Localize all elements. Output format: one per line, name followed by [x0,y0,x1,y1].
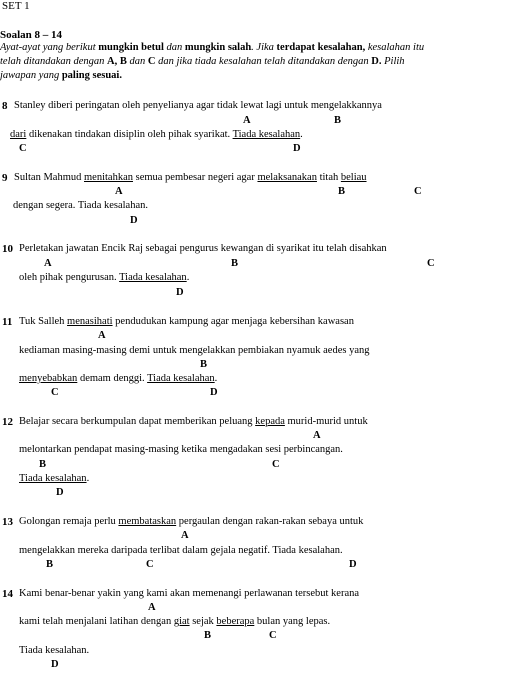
instructions-line-3: jawapan yang paling sesuai. [0,70,122,81]
question-number: 11 [2,316,13,328]
option-b-marker: B [334,115,342,126]
question-12-line-3: Tiada kesalahan. [19,473,90,484]
option-c-marker: C [269,630,277,641]
option-c-marker: C [414,186,422,197]
option-a-marker: A [313,430,321,441]
question-14-line-3: Tiada kesalahan. [19,645,90,656]
question-14-line-2: kami telah menjalani latihan dengan giat sejak beberapa bulan yang lepas. [19,616,331,627]
instructions-line-1: Ayat-ayat yang berikut mungkin betul dan mungkin salah. Jika terdapat kesalahan, kesalahan itu [0,42,425,53]
option-b-marker: B [200,359,208,370]
question-11-line-1: Tuk Salleh menasihati pendudukan kampung agar menjaga kebersihan kawasan [19,316,354,327]
question-number: 9 [2,172,8,184]
option-a-marker: A [148,602,156,613]
question-11-line-3: menyebabkan demam denggi. Tiada kesalahan. [19,373,218,384]
option-d-marker: D [293,143,301,154]
question-10-line-2: oleh pihak pengurusan. Tiada kesalahan. [19,272,190,283]
question-number: 10 [2,243,13,255]
option-a-marker: A [243,115,251,126]
option-b-marker: B [338,186,346,197]
question-number: 8 [2,100,8,112]
option-b-marker: B [204,630,212,641]
option-b-marker: B [231,258,239,269]
question-9-line-2: dengan segera. Tiada kesalahan. [13,200,148,211]
option-a-marker: A [181,530,189,541]
question-11-line-2: kediaman masing-masing demi untuk mengelakkan pembiakan nyamuk aedes yang [19,345,370,356]
question-9-line-1: Sultan Mahmud menitahkan semua pembesar negeri agar melaksanakan titah beliau [14,172,367,183]
option-a-marker: A [115,186,123,197]
option-a-marker: A [44,258,52,269]
option-c-marker: C [272,459,280,470]
option-b-marker: B [39,459,47,470]
option-d-marker: D [210,387,218,398]
instructions-line-2: telah ditandakan dengan A, B dan C dan jika tiada kesalahan telah ditandakan dengan D. Pilih [0,56,405,67]
option-b-marker: B [46,559,54,570]
question-8-line-2: dari dikenakan tindakan disiplin oleh pihak syarikat. Tiada kesalahan. [10,129,303,140]
option-c-marker: C [146,559,154,570]
question-12-line-2: melontarkan pendapat masing-masing ketika mengadakan sesi perbincangan. [19,444,343,455]
option-d-marker: D [349,559,357,570]
question-number: 13 [2,516,13,528]
section-title: Soalan 8 – 14 [0,29,63,41]
option-d-marker: D [176,287,184,298]
question-13-line-1: Golongan remaja perlu membataskan pergaulan dengan rakan-rakan sebaya untuk [19,516,364,527]
question-14-line-1: Kami benar-benar yakin yang kami akan memenangi perlawanan tersebut kerana [19,588,360,599]
option-d-marker: D [130,215,138,226]
question-number: 12 [2,416,13,428]
question-10-line-1: Perletakan jawatan Encik Raj sebagai pengurus kewangan di syarikat itu telah disahkan [19,243,387,254]
option-c-marker: C [19,143,27,154]
question-12-line-1: Belajar secara berkumpulan dapat memberikan peluang kepada murid-murid untuk [19,416,368,427]
option-d-marker: D [56,487,64,498]
option-c-marker: C [427,258,435,269]
question-13-line-2: mengelakkan mereka daripada terlibat dalam gejala negatif. Tiada kesalahan. [19,545,343,556]
question-8-line-1: Stanley diberi peringatan oleh penyelianya agar tidak lewat lagi untuk mengelakkannya [14,100,382,111]
option-a-marker: A [98,330,106,341]
option-c-marker: C [51,387,59,398]
option-d-marker: D [51,659,59,670]
question-number: 14 [2,588,13,600]
set-label: SET 1 [2,0,30,12]
